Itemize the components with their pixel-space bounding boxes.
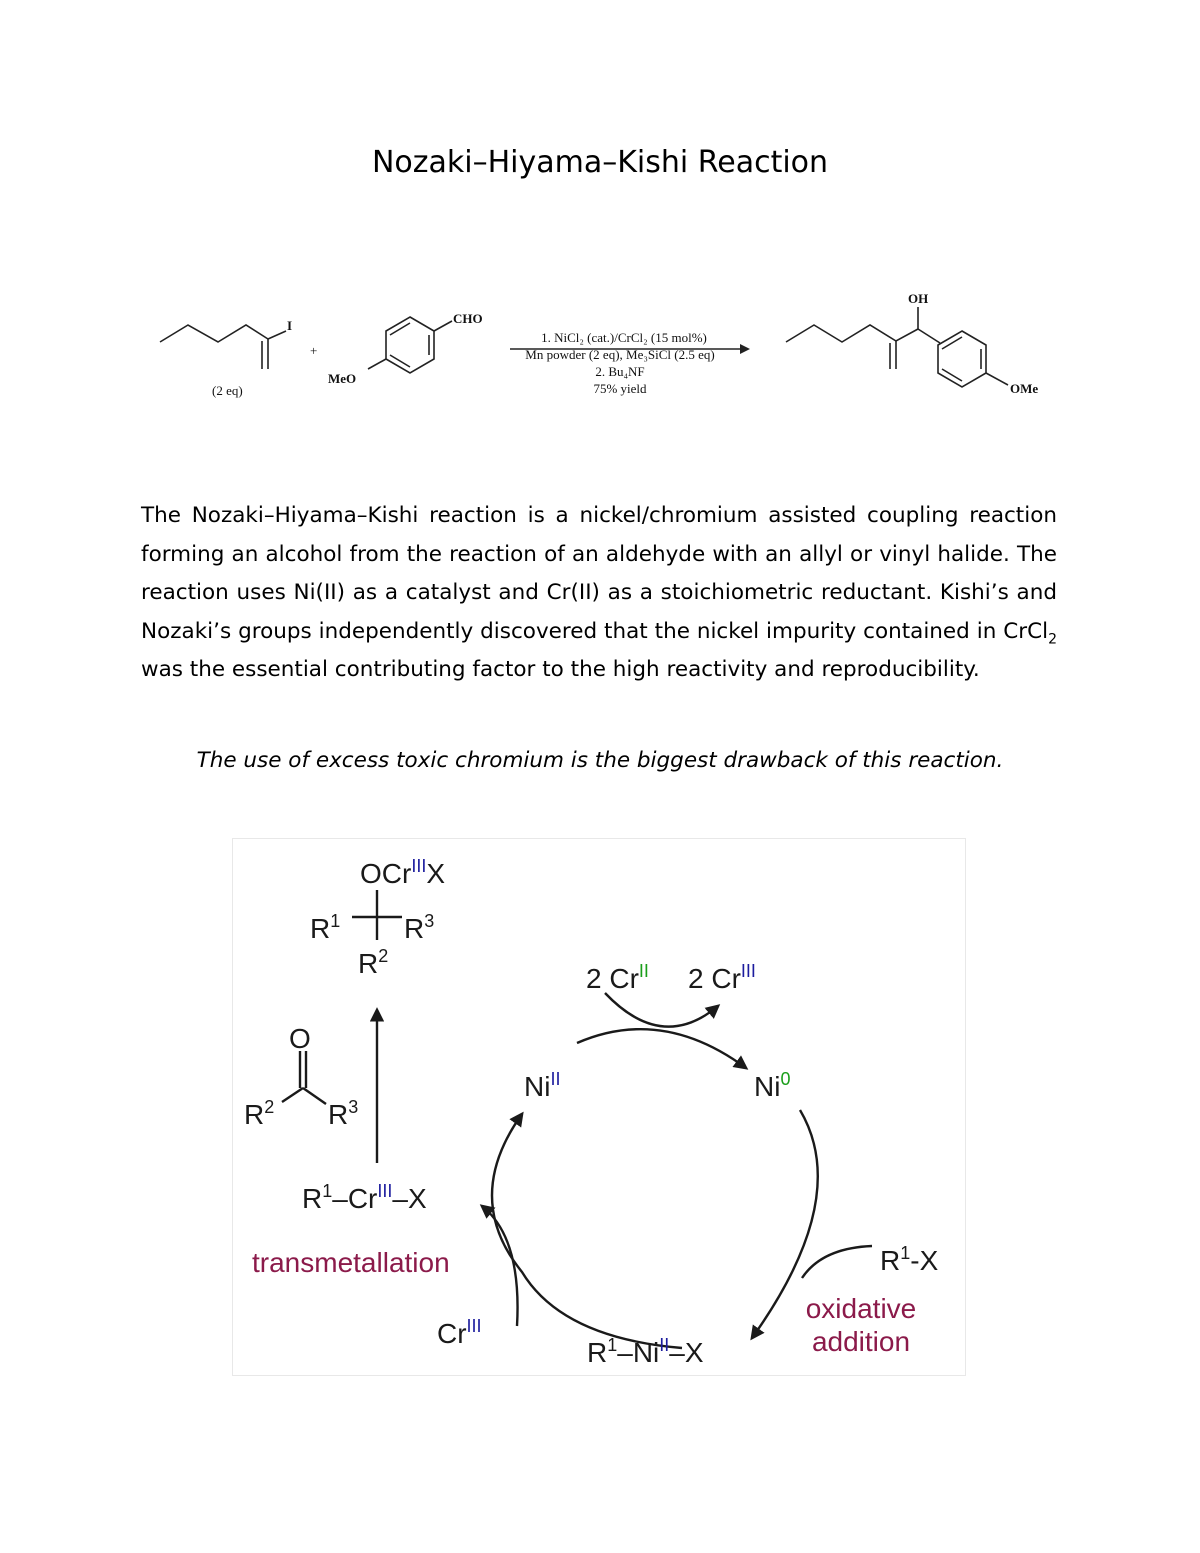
catalytic-cycle	[232, 838, 968, 1378]
chromium-iii-product-label: 2 $Cr^{III}$	[688, 961, 756, 994]
description-paragraph	[141, 497, 1057, 690]
ome-label: OMe	[1010, 381, 1039, 396]
chromium-iii-label: $Cr^{III}$	[437, 1316, 482, 1349]
cho-label: CHO	[453, 311, 483, 326]
eq-label: (2 eq)	[212, 383, 243, 398]
oh-label: OH	[908, 291, 929, 306]
meo-label: MeO	[328, 371, 357, 386]
condition-line-3: 2. Bu₄NF	[595, 364, 645, 379]
reaction-scheme	[150, 285, 1060, 415]
iodide-label: I	[287, 318, 293, 333]
alkoxide-r1-label: $R^1$	[310, 911, 341, 944]
condition-line-2: Mn powder (2 eq), Me₃SiCl (2.5 eq)	[525, 347, 715, 362]
paragraph-text-end: was the essential contributing factor to the high reactivity and reproducibility.	[141, 657, 980, 682]
organochromium-label: $R^1-Cr^{III}-X$	[302, 1181, 427, 1214]
aryl-halide-label: $R^1-X$	[880, 1243, 939, 1276]
chromium-ii-reagent-label: 2 $Cr^{II}$	[586, 961, 649, 994]
alkoxide-r2-label: $R^2$	[358, 946, 389, 979]
organonickel-label: $R^1-Ni^{II}-X$	[587, 1335, 704, 1368]
oxidative-label: oxidative	[805, 1293, 917, 1324]
condition-line-4: 75% yield	[593, 381, 647, 396]
nickel-zero-label: Ni$^0$	[754, 1069, 791, 1102]
alkoxide-r3-label: $R^3$	[404, 911, 435, 944]
ketone-oxygen-label: O	[289, 1023, 311, 1054]
page-title: Nozaki–Hiyama–Kishi Reaction	[371, 145, 829, 180]
condition-line-1: 1. NiCl₂ (cat.)/CrCl₂ (15 mol%)	[541, 330, 707, 345]
paragraph-text: The Nozaki–Hiyama–Kishi reaction is a nickel/chromium assisted coupling reaction forming an alcohol from the reaction of an aldehyde with an allyl or vinyl halide. The reaction uses Ni(II) as a catalyst and Cr(II) as a stoichiometric reductant. Kishi’s and Nozaki’s groups independently discovered that the nickel impurity contained in CrCl	[141, 503, 1057, 644]
alkoxide-top-label: OCr$^{III}$X	[360, 856, 446, 889]
transmetallation-label: transmetallation	[252, 1247, 450, 1278]
plus-sign: +	[310, 343, 318, 358]
addition-label: addition	[811, 1326, 911, 1357]
ketone-r3-label: $R^3$	[328, 1097, 359, 1130]
ketone-r2-label: $R^2$	[244, 1097, 275, 1130]
drawback-note: The use of excess toxic chromium is the biggest drawback of this reaction.	[196, 748, 1004, 773]
paragraph-subscript: 2	[1048, 630, 1057, 647]
nickel-ii-label: $Ni^{II}$	[524, 1069, 561, 1102]
